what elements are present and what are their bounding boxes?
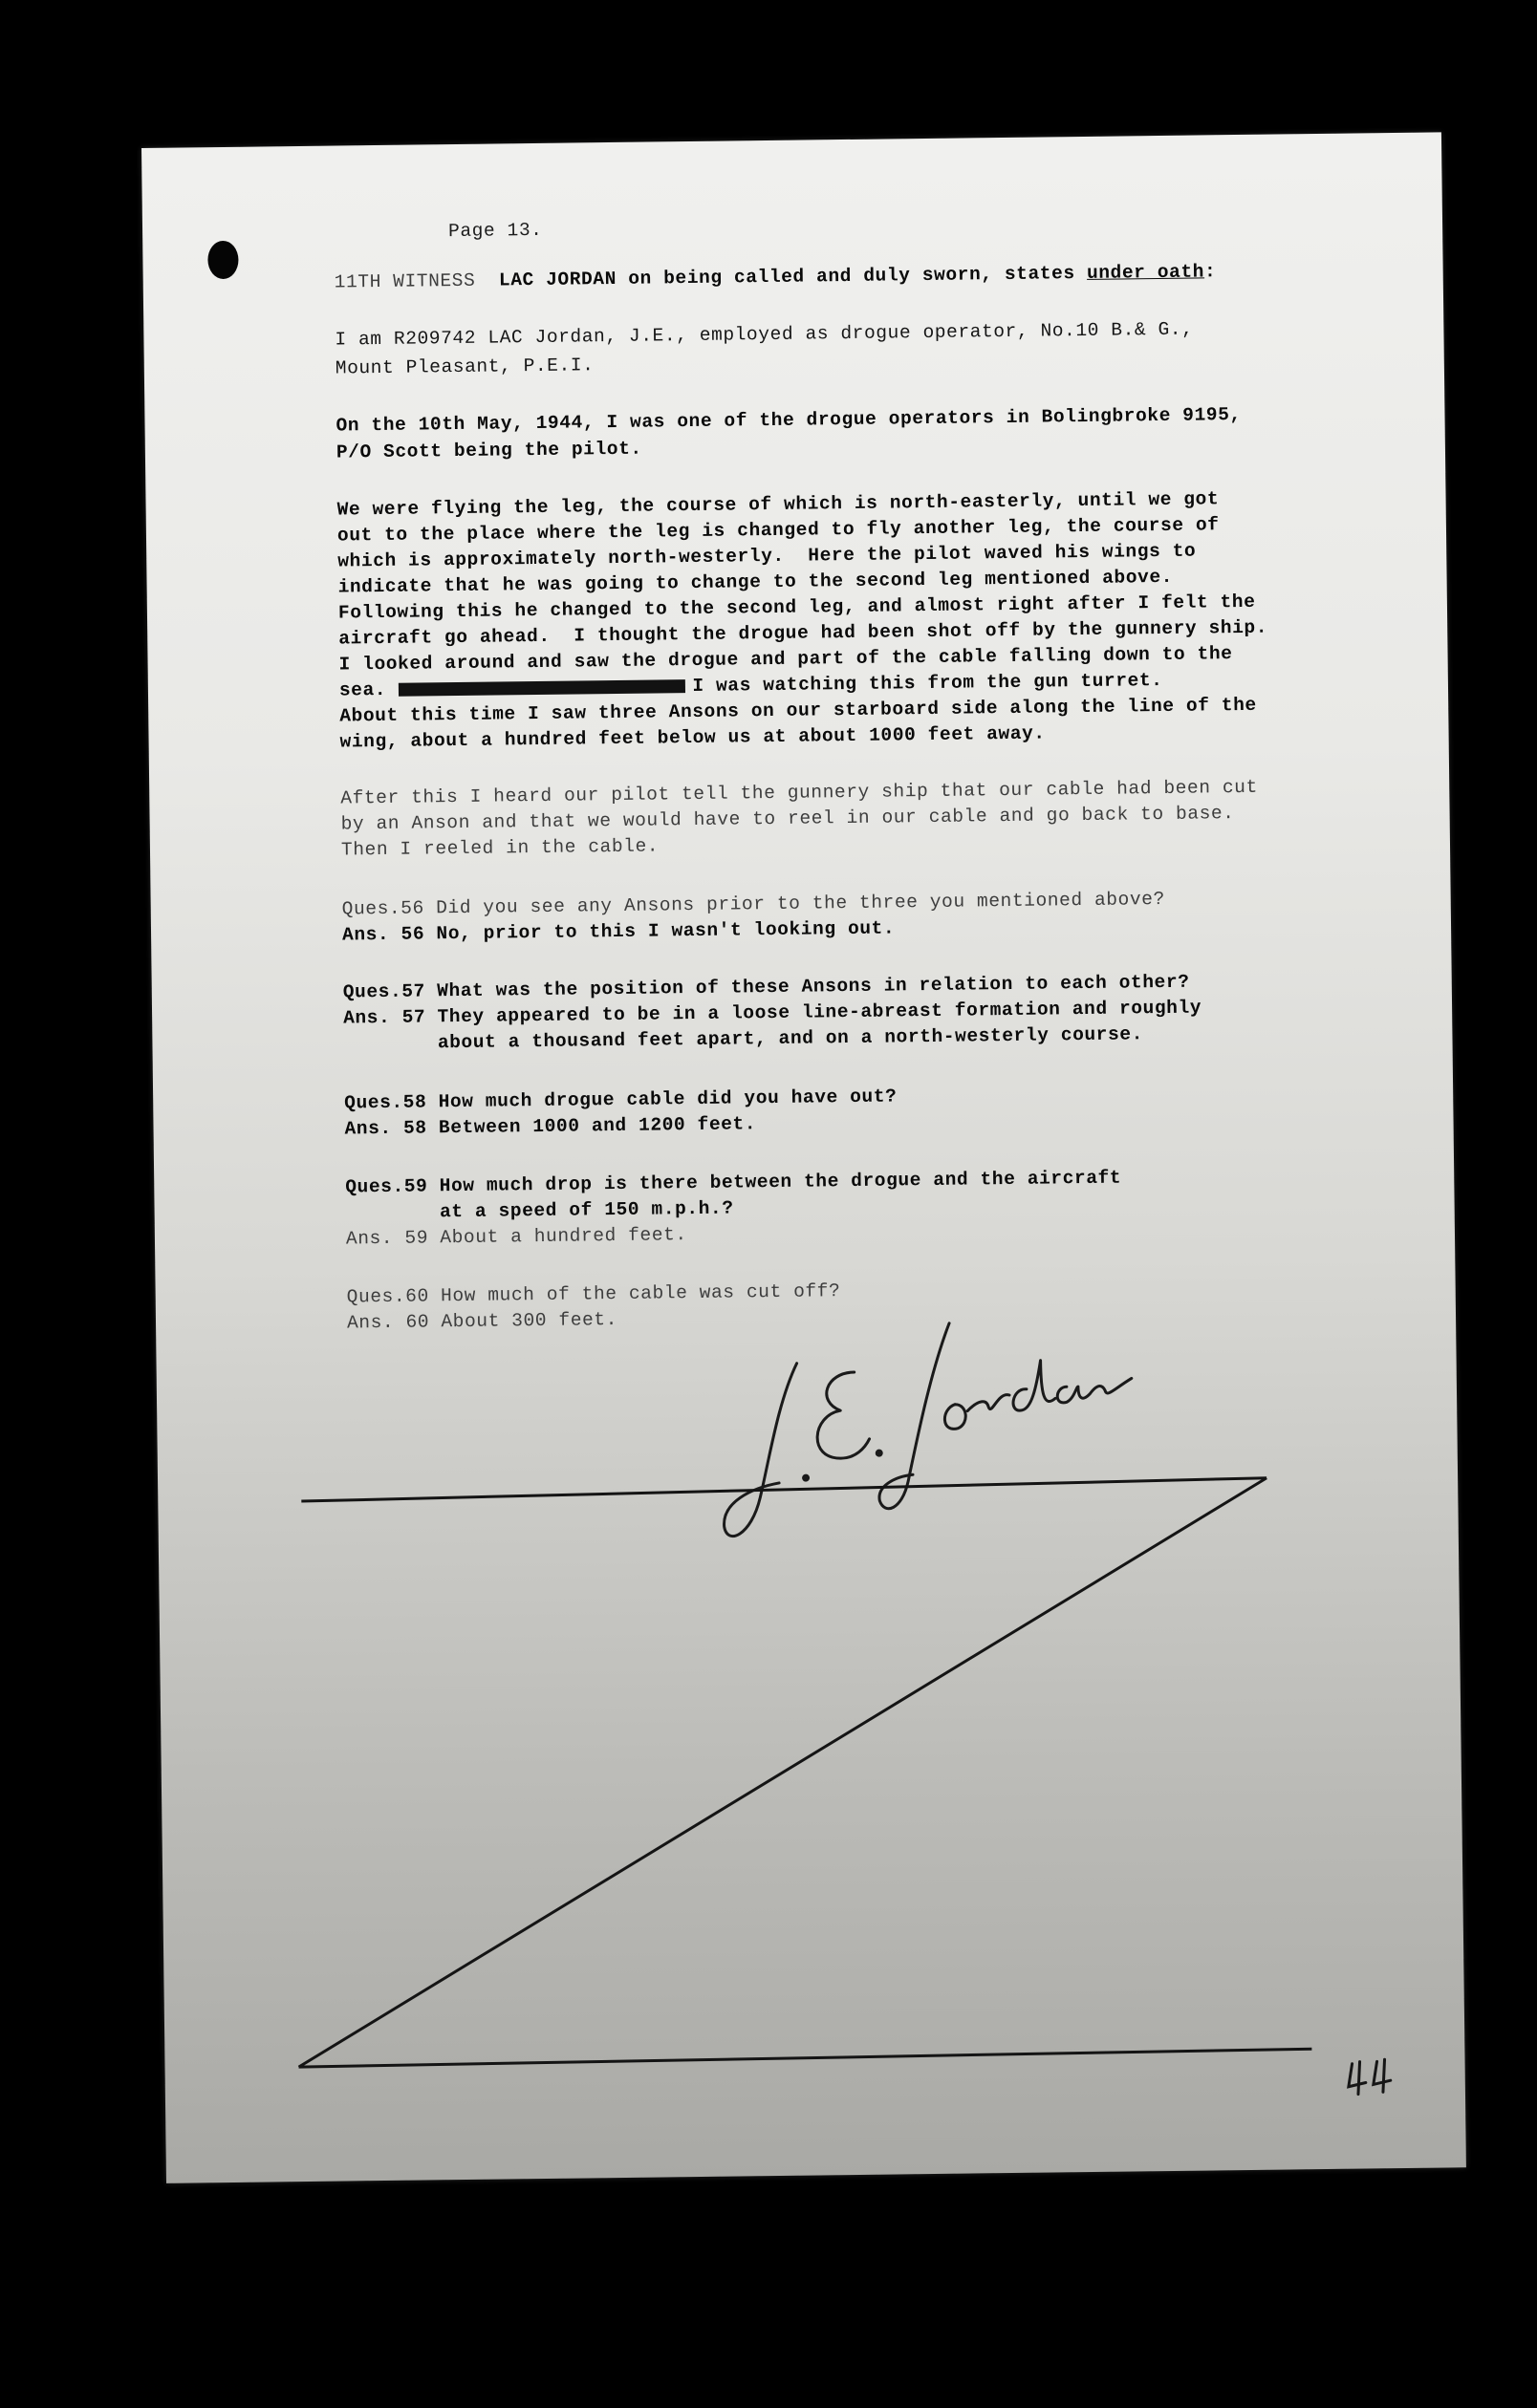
under-oath: under oath	[1086, 261, 1205, 284]
heading-text: on being called and duly sworn, states	[616, 262, 1088, 290]
paragraph-line: out to the place where the leg is changed to fly another leg, the course of	[336, 514, 1220, 547]
paragraph-line: After this I heard our pilot tell the gunnery ship that our cable had been cut	[340, 776, 1258, 809]
paragraph-line: Following this he changed to the second leg, and almost right after I felt the	[337, 591, 1256, 624]
paragraph-line: aircraft go ahead. I thought the drogue had been shot off by the gunnery ship.	[338, 616, 1268, 650]
struck-suffix: I was watching this from the gun turret.	[692, 669, 1163, 697]
witness-name: LAC JORDAN	[498, 268, 617, 291]
paragraph-line: I looked around and saw the drogue and part of the cable falling down to the	[338, 643, 1233, 676]
witness-label: 11TH WITNESS	[334, 269, 476, 293]
answer-line: Ans. 57 They appeared to be in a loose line-abreast formation and roughly	[343, 997, 1202, 1029]
document-page	[141, 132, 1466, 2182]
paragraph-line: which is approximately north-westerly. Here the pilot waved his wings to	[337, 540, 1197, 572]
paragraph-line: P/O Scott being the pilot.	[336, 438, 642, 463]
paragraph-line: On the 10th May, 1944, I was one of the drogue operators in Bolingbroke 9195,	[336, 403, 1242, 437]
answer-line: Ans. 59 About a hundred feet.	[345, 1224, 687, 1250]
cancellation-z-line	[141, 132, 1466, 2182]
question-line: Ques.60 How much of the cable was cut off?	[346, 1280, 841, 1308]
page-number: Page 13.	[447, 219, 543, 243]
heading-colon: :	[1203, 261, 1217, 283]
answer-line: Ans. 56 No, prior to this I wasn't looking out.	[341, 917, 896, 946]
struck-prefix: sea.	[338, 678, 387, 701]
question-line: Ques.56 Did you see any Ansons prior to the three you mentioned above?	[341, 888, 1165, 920]
question-line: Ques.59 How much drop is there between the drogue and the aircraft	[345, 1167, 1122, 1198]
paragraph-line: About this time I saw three Ansons on our starboard side along the line of the	[339, 694, 1257, 727]
intro-line: I am R209742 LAC Jordan, J.E., employed as drogue operator, No.10 B.& G.,	[335, 318, 1194, 351]
paragraph-line: indicate that he was going to change to the second leg mentioned above.	[337, 566, 1174, 598]
answer-line: about a thousand feet apart, and on a north-westerly course.	[343, 1023, 1144, 1055]
paragraph-line: wing, about a hundred feet below us at about 1000 feet away.	[339, 722, 1046, 753]
paragraph-line: Then I reeled in the cable.	[340, 835, 660, 861]
corner-initials-mark	[1342, 2053, 1400, 2102]
intro-line: Mount Pleasant, P.E.I.	[335, 355, 595, 379]
question-line: at a speed of 150 m.p.h.?	[345, 1197, 734, 1224]
paragraph-line: by an Anson and that we would have to reel in our cable and go back to base.	[340, 803, 1235, 835]
question-line: Ques.58 How much drogue cable did you have out?	[344, 1086, 898, 1114]
question-line: Ques.57 What was the position of these Ansons in relation to each other?	[342, 971, 1190, 1003]
answer-line: Ans. 58 Between 1000 and 1200 feet.	[344, 1113, 757, 1140]
answer-line: Ans. 60 About 300 feet.	[346, 1309, 618, 1334]
paragraph-line: We were flying the leg, the course of which is north-easterly, until we got	[336, 488, 1220, 521]
